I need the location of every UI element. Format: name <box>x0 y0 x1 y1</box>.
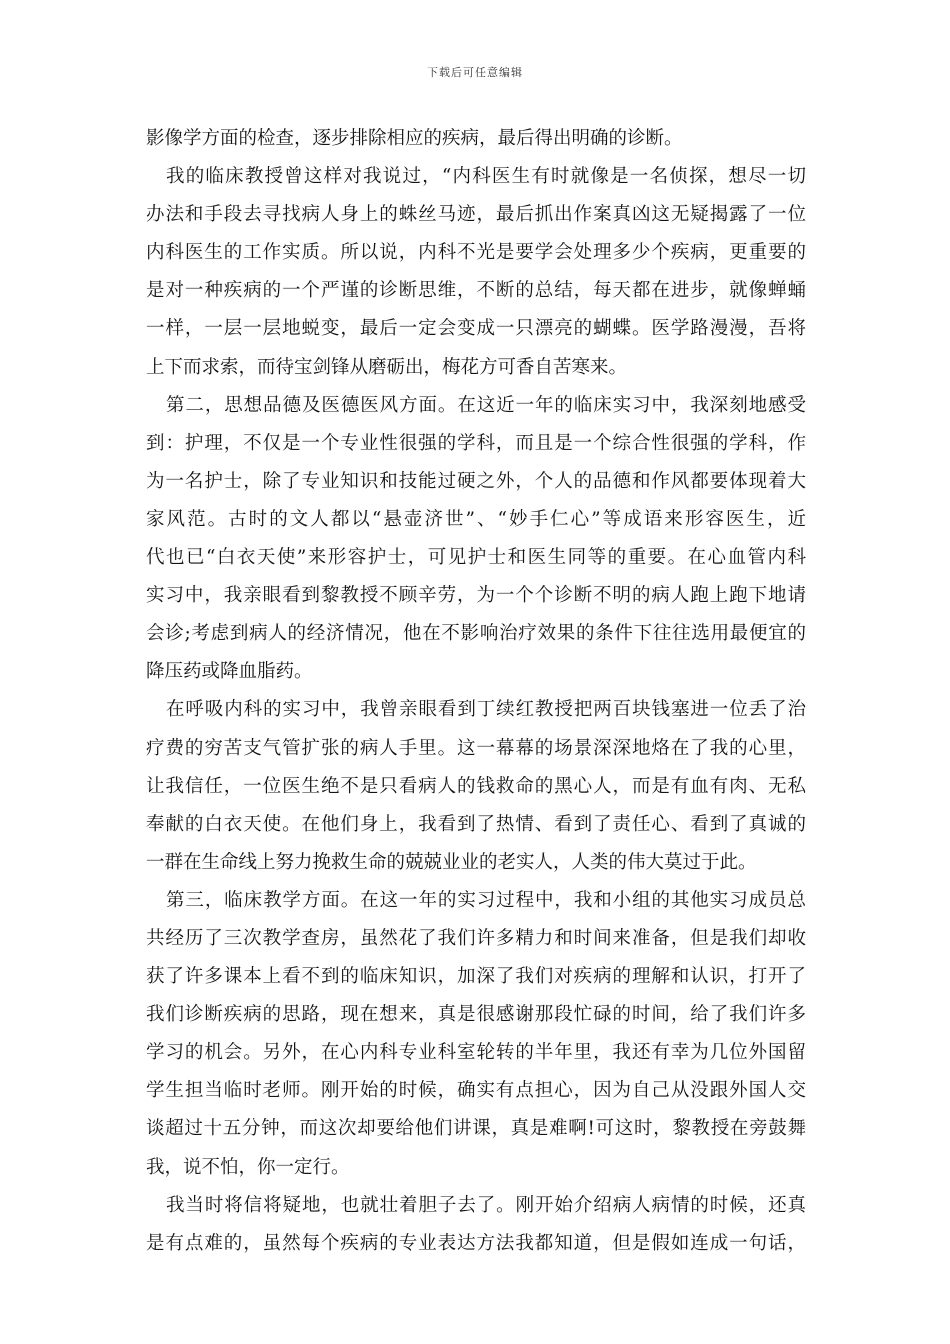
text-line: 谈超过十五分钟，而这次却要给他们讲课，真是难啊!可这时，黎教授在旁鼓舞 <box>146 1118 806 1140</box>
text-line: 内科医生的工作实质。所以说，内科不光是要学会处理多少个疾病，更重要的 <box>146 242 806 264</box>
page-header: 下载后可任意编辑 <box>427 66 523 79</box>
text-line: 共经历了三次教学查房，虽然花了我们许多精力和时间来准备，但是我们却收 <box>146 927 806 949</box>
text-line: 奉献的白衣天使。在他们身上，我看到了热情、看到了责任心、看到了真诚的 <box>146 813 806 835</box>
text-line: 我，说不怕，你一定行。 <box>146 1156 350 1178</box>
text-line: 在呼吸内科的实习中，我曾亲眼看到丁续红教授把两百块钱塞进一位丢了治 <box>166 699 806 721</box>
text-line: 让我信任，一位医生绝不是只看病人的钱救命的黑心人，而是有血有肉、无私 <box>146 775 806 797</box>
text-line: 我的临床教授曾这样对我说过，“内科医生有时就像是一名侦探，想尽一切 <box>166 166 806 188</box>
text-line: 学习的机会。另外，在心内科专业科室轮转的半年里，我还有幸为几位外国留 <box>146 1042 806 1064</box>
text-line: 会诊;考虑到病人的经济情况，他在不影响治疗效果的条件下往往选用最便宜的 <box>146 623 806 645</box>
text-line: 上下而求索，而待宝剑锋从磨砺出，梅花方可香自苦寒来。 <box>146 356 628 378</box>
document-body <box>146 120 806 1263</box>
text-line: 第三，临床教学方面。在这一年的实习过程中，我和小组的其他实习成员总 <box>166 889 806 911</box>
text-line: 学生担当临时老师。刚开始的时候，确实有点担心，因为自己从没跟外国人交 <box>146 1080 806 1102</box>
text-line: 降压药或降血脂药。 <box>146 661 313 683</box>
text-line: 家风范。古时的文人都以“悬壶济世”、“妙手仁心”等成语来形容医生，近 <box>146 508 806 530</box>
text-line: 我们诊断疾病的思路，现在想来，真是很感谢那段忙碌的时间，给了我们许多 <box>146 1004 806 1026</box>
text-line: 实习中，我亲眼看到黎教授不顾辛劳，为一个个诊断不明的病人跑上跑下地请 <box>146 585 806 607</box>
text-line: 我当时将信将疑地，也就壮着胆子去了。刚开始介绍病人病情的时候，还真 <box>166 1194 806 1216</box>
text-line: 为一名护士，除了专业知识和技能过硬之外，个人的品德和作风都要体现着大 <box>146 470 806 492</box>
text-line: 第二，思想品德及医德医风方面。在这近一年的临床实习中，我深刻地感受 <box>166 394 806 416</box>
text-line: 办法和手段去寻找病人身上的蛛丝马迹，最后抓出作案真凶这无疑揭露了一位 <box>146 204 806 226</box>
text-line: 是有点难的，虽然每个疾病的专业表达方法我都知道，但是假如连成一句话， <box>146 1232 806 1254</box>
text-line: 获了许多课本上看不到的临床知识，加深了我们对疾病的理解和认识，打开了 <box>146 966 806 988</box>
text-line: 代也已“白衣天使”来形容护士，可见护士和医生同等的重要。在心血管内科 <box>146 547 806 569</box>
text-line: 一群在生命线上努力挽救生命的兢兢业业的老实人，人类的伟大莫过于此。 <box>146 851 757 873</box>
text-line: 影像学方面的检查，逐步排除相应的疾病，最后得出明确的诊断。 <box>146 128 683 149</box>
text-line: 一样，一层一层地蜕变，最后一定会变成一只漂亮的蝴蝶。医学路漫漫，吾将 <box>146 318 806 340</box>
text-line: 到：护理，不仅是一个专业性很强的学科，而且是一个综合性很强的学科，作 <box>146 432 806 454</box>
text-line: 疗费的穷苦支气管扩张的病人手里。这一幕幕的场景深深地烙在了我的心里， <box>146 737 806 759</box>
text-line: 是对一种疾病的一个严谨的诊断思维，不断的总结，每天都在进步，就像蝉蛹 <box>146 280 806 302</box>
